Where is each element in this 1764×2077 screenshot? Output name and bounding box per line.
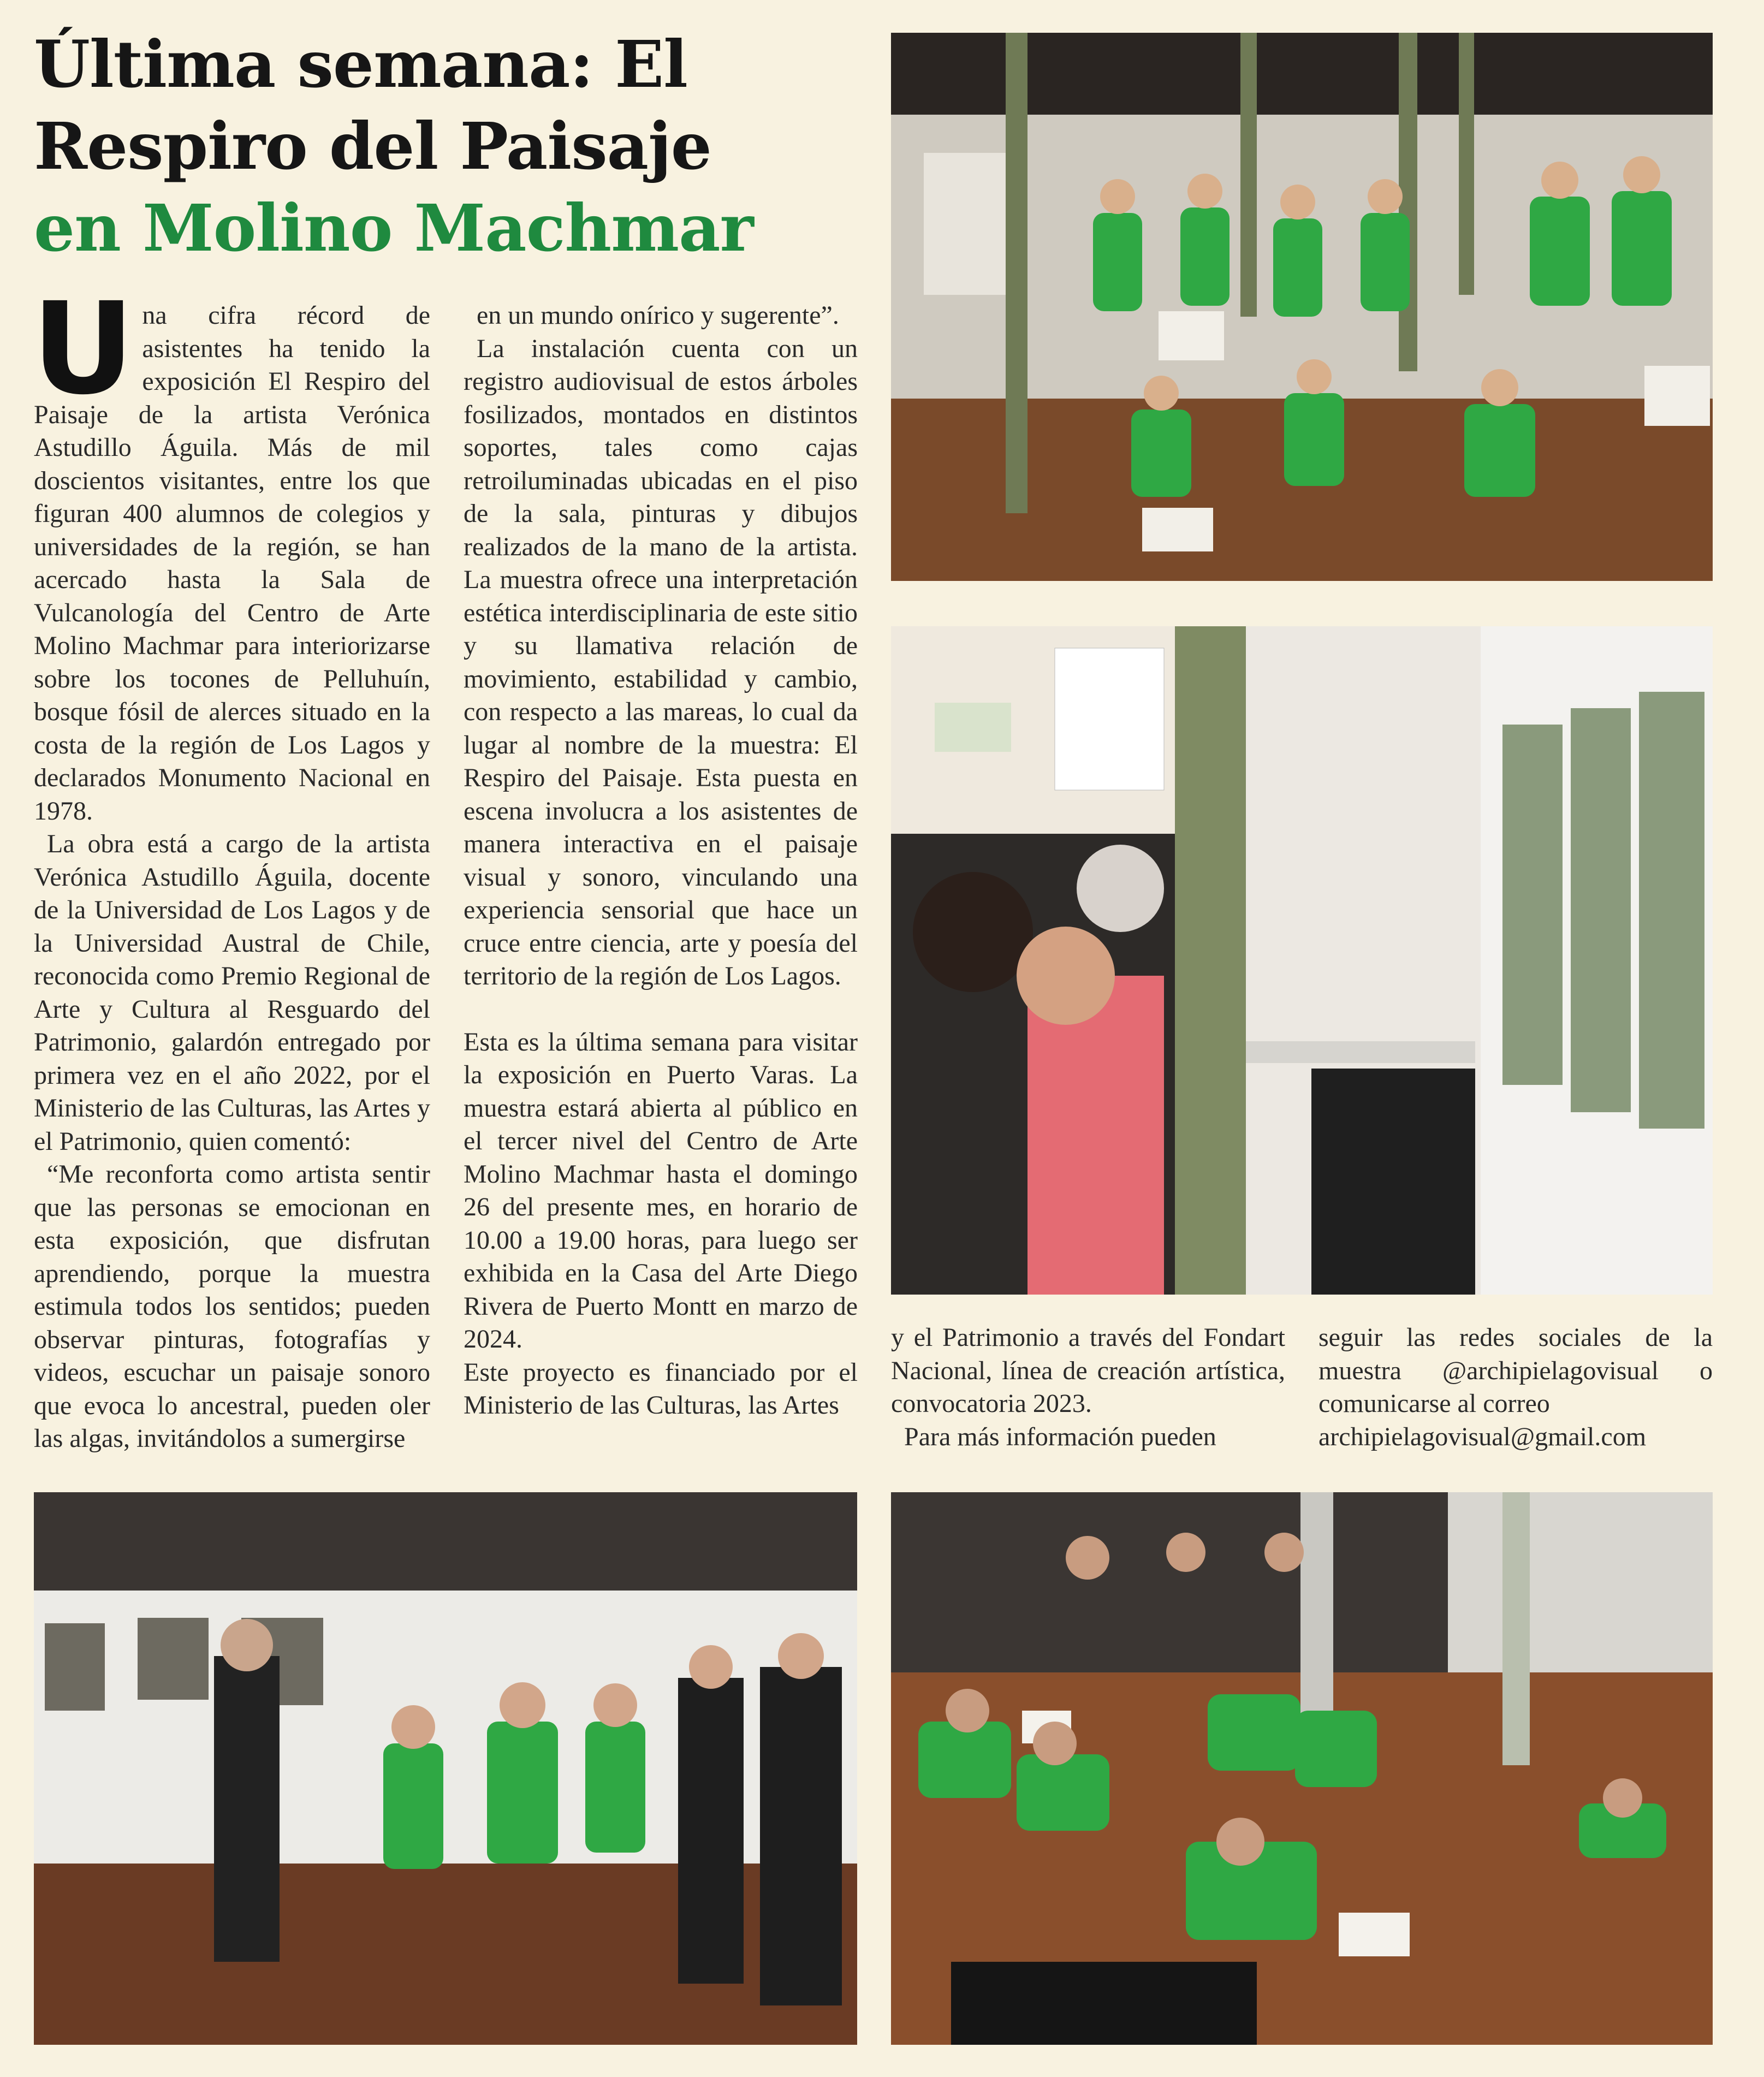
paragraph: La instalación cuenta con un registro audiovisual de estos árboles fosilizados, montados en distintos soportes, tales como cajas retroiluminadas ubicadas en el piso de la sala, pinturas y dibujos realizados de la mano de la artista. La muestra ofrece una interpretación estética interdisciplinaria de este sitio y su llamativa relación de movimiento, estabilidad y cambio, con respecto a las mareas, lo cual da lugar al nombre de la muestra: El Respiro del Paisaje. Esta puesta en escena involucra a los asistentes de manera interactiva en el paisaje visual y sonoro, vinculando una experiencia sensorial que hace un cruce entre ciencia, arte y poesía del territorio de la región de Los Lagos.: [464, 334, 858, 990]
paragraph: en un mundo onírico y sugerente”.: [477, 301, 839, 330]
paragraph: Esta es la última semana para visitar la exposición en Puerto Varas. La muestra estará abierta al público en el tercer nivel del Centro de Arte Molino Machmar hasta el domingo 26 del presente mes, en horario de 10.00 a 19.00 horas, para luego ser exhibida en la Casa del Arte Diego Rivera de Puerto Montt en marzo de 2024.: [464, 1027, 858, 1354]
paragraph: Para más información pueden: [904, 1422, 1216, 1451]
headline-line-1: Última semana: El: [34, 26, 687, 102]
article-column-4: [1318, 1321, 1713, 1453]
paragraph: y el Patrimonio a través del Fondart Nacional, línea de creación artística, convocatoria 2023.: [891, 1323, 1285, 1418]
paragraph: seguir las redes sociales de la muestra @archipielagovisual o comunicarse al correo: [1318, 1323, 1713, 1418]
paragraph: na cifra récord de asistentes ha tenido la exposición El Respiro del Paisaje de la artista Verónica Astudillo Águila. Más de mil doscientos visitantes, entre los que figuran 400 alumnos de colegios y universidades de la región, se han acercado hasta la Sala de Vulcanología del Centro de Arte Molino Machmar para interiorizarse sobre los tocones de Pelluhuín, bosque fósil de alerces situado en la costa de la región de Los Lagos y declarados Monumento Nacional en 1978.: [34, 301, 430, 826]
contact-email: archipielagovisual@gmail.com: [1318, 1422, 1647, 1451]
article-column-3: [891, 1321, 1285, 1453]
photo-guided-tour: [34, 1492, 857, 2045]
article-column-2: [464, 299, 858, 1422]
photo-visitors-viewing: [891, 626, 1713, 1295]
drop-cap: U: [32, 275, 135, 423]
article-column-1: [32, 275, 430, 1456]
headline-line-2: Respiro del Paisaje: [34, 108, 711, 184]
headline-line-3: en Molino Machmar: [34, 190, 753, 266]
paragraph: Este proyecto es financiado por el Ministerio de las Culturas, las Artes: [464, 1357, 858, 1420]
photo-group-students: [891, 33, 1713, 581]
photo-students-drawing: [891, 1492, 1713, 2045]
paragraph-quote: “Me reconforta como artista sentir que las personas se emocionan en esta exposición, que disfrutan aprendiendo, porque la muestra estimula todos los sentidos; pueden observar pinturas, fotografías y videos, escuchar un paisaje sonoro que evoca lo ancestral, pueden oler las algas, invitándolos a sumergirse: [34, 1160, 430, 1453]
paragraph: La obra está a cargo de la artista Verónica Astudillo Águila, docente de la Universidad de Los Lagos y de la Universidad Austral de Chile, reconocida como Premio Regional de Arte y Cultura al Resguardo del Patrimonio, galardón entregado por primera vez en el año 2022, por el Ministerio de las Culturas, las Artes y el Patrimonio, quien comentó:: [34, 829, 430, 1156]
